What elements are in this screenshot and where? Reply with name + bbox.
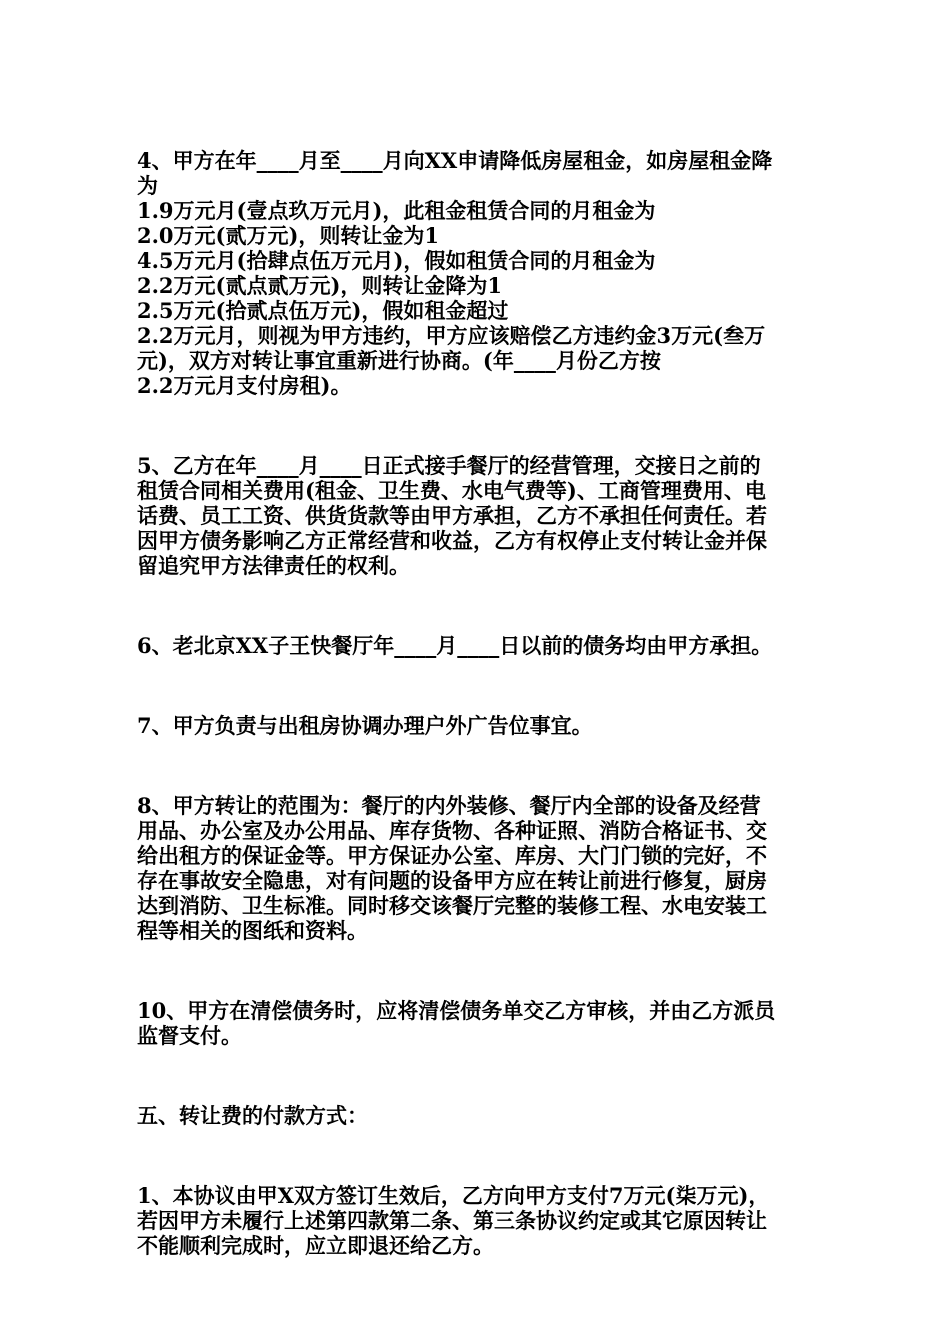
text-line: 给出租方的保证金等。甲方保证办公室、库房、大门门锁的完好，不 bbox=[137, 843, 767, 868]
text-line: 五、转让费的付款方式： bbox=[137, 1103, 368, 1128]
paragraph-clause-7 bbox=[137, 713, 817, 738]
paragraph-clause-6 bbox=[137, 633, 817, 658]
paragraph-spacer bbox=[137, 658, 817, 713]
text-line: 程等相关的图纸和资料。 bbox=[137, 918, 368, 943]
text-line: 4、甲方在年____月至____月向XX申请降低房屋租金，如房屋租金降 bbox=[137, 148, 773, 173]
text-line: 10、甲方在清偿债务时，应将清偿债务单交乙方审核，并由乙方派员 bbox=[137, 998, 776, 1023]
paragraph-clause-8 bbox=[137, 793, 817, 943]
document-body bbox=[137, 148, 817, 1258]
text-line: 话费、员工工资、供货货款等由甲方承担，乙方不承担任何责任。若 bbox=[137, 503, 767, 528]
text-line: 2.2万元(贰点贰万元)，则转让金降为1 bbox=[137, 273, 503, 298]
text-line: 监督支付。 bbox=[137, 1023, 242, 1048]
paragraph-spacer bbox=[137, 1048, 817, 1103]
text-line: 8、甲方转让的范围为：餐厅的内外装修、餐厅内全部的设备及经营 bbox=[137, 793, 761, 818]
text-line: 元)，双方对转让事宜重新进行协商。(年____月份乙方按 bbox=[137, 348, 661, 373]
paragraph-clause-5 bbox=[137, 453, 817, 578]
text-line: 租赁合同相关费用(租金、卫生费、水电气费等)、工商管理费用、电 bbox=[137, 478, 766, 503]
paragraph-spacer bbox=[137, 398, 817, 453]
text-line: 1、本协议由甲X双方签订生效后，乙方向甲方支付7万元(柒万元)， bbox=[137, 1183, 770, 1208]
paragraph-spacer bbox=[137, 738, 817, 793]
section-heading-payment bbox=[137, 1103, 817, 1128]
text-line: 1.9万元月(壹点玖万元月)，此租金租赁合同的月租金为 bbox=[137, 198, 656, 223]
text-line: 7、甲方负责与出租房协调办理户外广告位事宜。 bbox=[137, 713, 593, 738]
text-line: 若因甲方未履行上述第四款第二条、第三条协议约定或其它原因转让 bbox=[137, 1208, 767, 1233]
text-line: 存在事故安全隐患，对有问题的设备甲方应在转让前进行修复，厨房 bbox=[137, 868, 767, 893]
paragraph-payment-1 bbox=[137, 1183, 817, 1258]
text-line: 留追究甲方法律责任的权利。 bbox=[137, 553, 410, 578]
paragraph-spacer bbox=[137, 1128, 817, 1183]
text-line: 2.0万元(贰万元)，则转让金为1 bbox=[137, 223, 440, 248]
text-line: 达到消防、卫生标准。同时移交该餐厅完整的装修工程、水电安装工 bbox=[137, 893, 767, 918]
paragraph-spacer bbox=[137, 578, 817, 633]
text-line: 2.2万元月支付房租)。 bbox=[137, 373, 352, 398]
text-line: 2.2万元月，则视为甲方违约，甲方应该赔偿乙方违约金3万元(叁万 bbox=[137, 323, 766, 348]
paragraph-spacer bbox=[137, 943, 817, 998]
text-line: 4.5万元月(拾肆点伍万元月)，假如租赁合同的月租金为 bbox=[137, 248, 656, 273]
paragraph-clause-4 bbox=[137, 148, 817, 398]
text-line: 6、老北京XX子王快餐厅年____月____日以前的债务均由甲方承担。 bbox=[137, 633, 773, 658]
text-line: 为 bbox=[137, 173, 158, 198]
text-line: 因甲方债务影响乙方正常经营和收益，乙方有权停止支付转让金并保 bbox=[137, 528, 767, 553]
text-line: 5、乙方在年____月____日正式接手餐厅的经营管理，交接日之前的 bbox=[137, 453, 761, 478]
paragraph-clause-10 bbox=[137, 998, 817, 1048]
text-line: 2.5万元(拾贰点伍万元)，假如租金超过 bbox=[137, 298, 509, 323]
text-line: 不能顺利完成时，应立即退还给乙方。 bbox=[137, 1233, 494, 1258]
text-line: 用品、办公室及办公用品、库存货物、各种证照、消防合格证书、交 bbox=[137, 818, 767, 843]
